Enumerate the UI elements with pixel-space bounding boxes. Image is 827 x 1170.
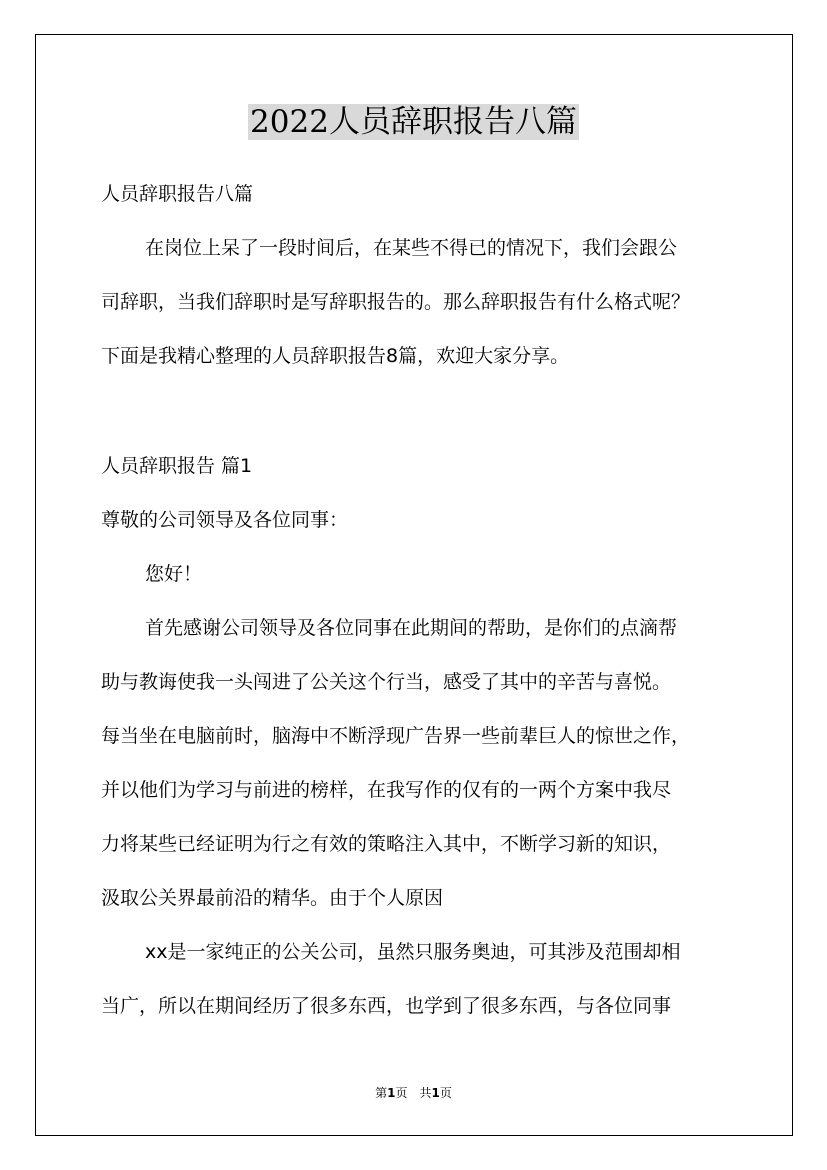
paragraph-line: 在岗位上呆了一段时间后，在某些不得已的情况下，我们会跟公 <box>145 237 678 259</box>
page-footer: 第1页 共1页 <box>375 1086 452 1100</box>
paragraph-line: xx是一家纯正的公关公司，虽然只服务奥迪，可其涉及范围却相 <box>145 941 681 963</box>
salutation-line: 尊敬的公司领导及各位同事： <box>101 509 349 531</box>
document-title: 2022人员辞职报告八篇 <box>250 104 577 140</box>
paragraph-line: 助与教诲使我一头闯进了公关这个行当，感受了其中的辛苦与喜悦。 <box>101 671 672 693</box>
page-number: 1 <box>387 1086 396 1100</box>
paragraph-line: 司辞职，当我们辞职时是写辞职报告的。那么辞职报告有什么格式呢？ <box>101 291 691 313</box>
paragraph-line: 首先感谢公司领导及各位同事在此期间的帮助，是你们的点滴帮 <box>145 617 678 639</box>
page-total: 1 <box>431 1086 440 1100</box>
paragraph-line: 每当坐在电脑前时，脑海中不断浮现广告界一些前辈巨人的惊世之作， <box>101 725 691 747</box>
paragraph-line: 下面是我精心整理的人员辞职报告8篇，欢迎大家分享。 <box>101 345 570 367</box>
paragraph-line: 力将某些已经证明为行之有效的策略注入其中，不断学习新的知识， <box>101 833 672 855</box>
paragraph-line: 汲取公关界最前沿的精华。由于个人原因 <box>101 887 444 909</box>
section-heading: 人员辞职报告 篇1 <box>101 455 253 477</box>
subtitle-line: 人员辞职报告八篇 <box>101 183 254 205</box>
greeting-line: 您好！ <box>145 563 203 585</box>
paragraph-line: 当广，所以在期间经历了很多东西，也学到了很多东西，与各位同事 <box>101 995 672 1017</box>
paragraph-line: 并以他们为学习与前进的榜样，在我写作的仅有的一两个方案中我尽 <box>101 779 672 801</box>
